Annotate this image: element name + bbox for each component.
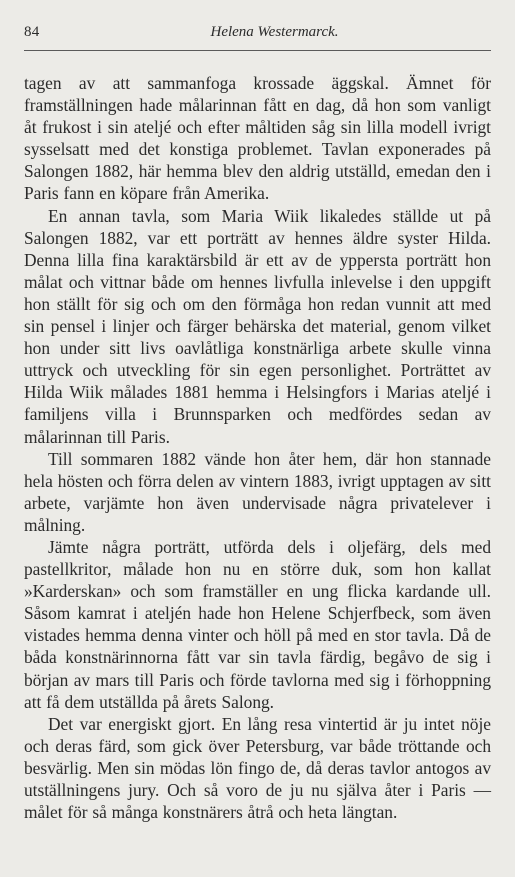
paragraph-journey-paris: Det var energiskt gjort. En lång resa vintertid är ju intet nöje och deras färd, som gick över Petersburg, var både tröttande och besvärlig. Men sin mödas lön fingo de, då deras tavlor antogos av utställningens jury. Och så voro de ju nu själva åter i Paris — målet för så många konstnärers åtrå och heta längtan. xyxy=(24,713,491,823)
running-title: Helena Westermarck. xyxy=(210,24,339,40)
running-header xyxy=(24,24,491,46)
body-text xyxy=(24,72,491,823)
paragraph-continued: tagen av att sammanfoga krossade äggskal. Ämnet för framställningen hade målarinnan fått en dag, då hon som vanligt åt frukost i sin ateljé och efter måltiden såg sin lilla modell ivrigt sysselsatt med det konstiga problemet. Tavlan exponerades på Salongen 1882, här hemma blev den aldrig utställd, emedan den i Paris fann en köpare från Amerika. xyxy=(24,73,491,204)
header-rule xyxy=(24,50,491,51)
paragraph-hilda-portrait: En annan tavla, som Maria Wiik likaledes ställde ut på Salongen 1882, var ett porträtt av hennes äldre syster Hilda. Denna lilla fina karaktärsbild är ett av de yppersta porträtt hon målat och vittnar både om hennes livfulla inlevelse i den uppgift hon ställt för sig och om den förmåga hon redan vunnit att med sin pensel i linjer och färger behärska det material, genom vilket hon under sitt livs oavlåtliga konstnärliga arbete skulle vinna uttryck och utveckling för sin egen personlighet. Porträttet av Hilda Wiik målades 1881 hemma i Helsingfors i Marias ateljé i familjens villa i Brunnsparken och medfördes sedan av målarinnan till Paris. xyxy=(24,205,491,447)
page-number: 84 xyxy=(24,24,40,40)
paragraph-summer-1882: Till sommaren 1882 vände hon åter hem, där hon stannade hela hösten och förra delen av vintern 1883, ivrigt upptagen av sitt arbete, varjämte hon även undervisade några privatelever i målning. xyxy=(24,448,491,535)
paragraph-karderskan: Jämte några porträtt, utförda dels i oljefärg, dels med pastellkritor, målade hon nu en större duk, som hon kallat »Karderskan» och som framställer en ung flicka kardande ull. Såsom kamrat i ateljén hade hon Helene Schjerfbeck, som även vistades hemma denna vinter och höll på med en stor tavla. Då de båda konstnärinnorna fått var sin tavla färdig, begåvo de sig i början av mars till Paris och förde tavlorna med sig i förhoppning att få dem utställda på årets Salong. xyxy=(24,536,491,712)
